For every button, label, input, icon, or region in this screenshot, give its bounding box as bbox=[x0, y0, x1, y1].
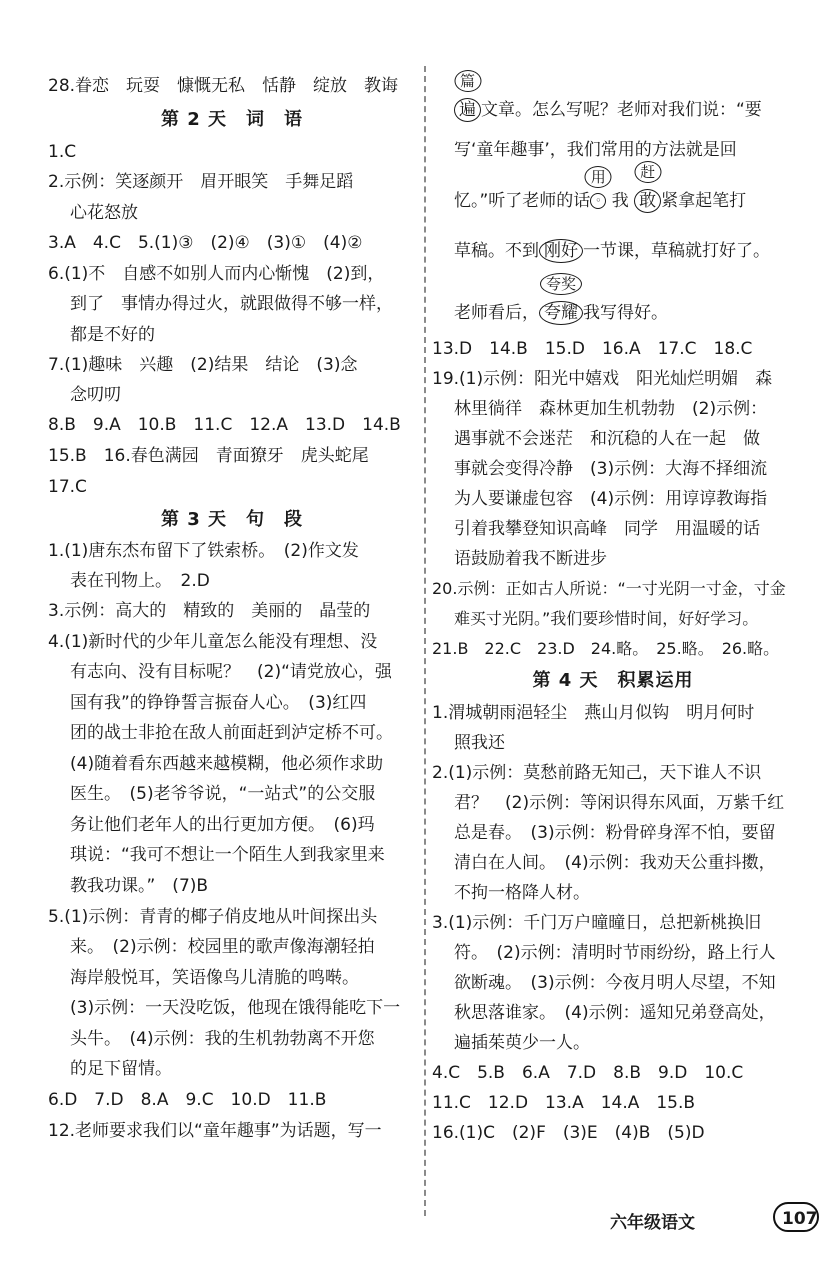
corrected-word bbox=[634, 163, 661, 213]
answer-line: 引着我攀登知识高峰 同学 用温暖的话 bbox=[454, 519, 760, 539]
page-number-badge: 107 bbox=[773, 1202, 819, 1232]
answer-line: 的足下留情。 bbox=[70, 1059, 172, 1079]
answer-line: 7.(1)趣味 兴趣 (2)结果 结论 (3)念 bbox=[48, 355, 358, 375]
answer-line: 3.示例：高大的 精致的 美丽的 晶莹的 bbox=[48, 601, 371, 621]
answer-line: 6.(1)不 自感不如别人而内心惭愧 (2)到， bbox=[48, 264, 385, 284]
answer-line: 照我还 bbox=[454, 733, 505, 753]
answer-text: 一节课，草稿就打好了。 bbox=[583, 241, 770, 261]
answer-line: 4.(1)新时代的少年儿童怎么能没有理想、没 bbox=[48, 632, 378, 652]
answer-line: 头牛。 (4)示例：我的生机勃勃离不开您 bbox=[70, 1029, 375, 1049]
answer-line: 表在刊物上。 2.D bbox=[70, 571, 210, 591]
answer-line: 琪说：“我可不想让一个陌生人到我家里来 bbox=[70, 845, 385, 865]
answer-line: 欲断魂。 (3)示例：今夜月明人尽望，不知 bbox=[454, 973, 776, 993]
section-heading-day2: 第 2 天 词 语 bbox=[160, 109, 304, 130]
answer-line: 秋思落谁家。 (4)示例：遥知兄弟登高处， bbox=[454, 1003, 776, 1023]
answer-line: 19.(1)示例：阳光中嬉戏 阳光灿烂明媚 森 bbox=[432, 369, 773, 389]
correction-note: 夸奖 bbox=[540, 273, 582, 295]
answer-text: 紧拿起笔打 bbox=[661, 191, 747, 211]
answer-line: 医生。 (5)老爷爷说，“一站式”的公交服 bbox=[70, 784, 376, 804]
insert-mark bbox=[590, 168, 606, 212]
answer-text: 老师看后， bbox=[454, 303, 539, 323]
correction-note: 用 bbox=[585, 166, 612, 188]
answer-text: 草稿。不到 bbox=[454, 241, 539, 261]
answer-line: 15.B 16.春色满园 青面獠牙 虎头蛇尾 bbox=[48, 446, 369, 466]
answer-line: 君？ (2)示例：等闲识得东风面，万紫千红 bbox=[454, 793, 785, 813]
answer-line: (4)随着看东西越来越模糊，他必须作求助 bbox=[70, 754, 384, 774]
correction-line-4 bbox=[454, 239, 770, 263]
answer-line: 都是不好的 bbox=[70, 325, 155, 345]
correction-line-3 bbox=[454, 163, 747, 213]
answer-line: 4.C 5.B 6.A 7.D 8.B 9.D 10.C bbox=[432, 1063, 744, 1083]
answer-line: 21.B 22.C 23.D 24.略。 25.略。 26.略。 bbox=[432, 639, 780, 658]
answer-text: 我 bbox=[611, 191, 629, 211]
insert-point-icon: ◦ bbox=[590, 193, 606, 209]
answer-line: 16.(1)C (2)F (3)E (4)B (5)D bbox=[432, 1123, 705, 1143]
answer-text: 忆。”听了老师的话 bbox=[454, 191, 591, 211]
answer-line: 事就会变得冷静 (3)示例：大海不择细流 bbox=[454, 459, 768, 479]
correction-note: 篇 bbox=[454, 70, 481, 92]
circled-error: 遍 bbox=[454, 98, 481, 122]
answer-line: 念叨叨 bbox=[70, 385, 121, 405]
corrected-word bbox=[539, 275, 583, 325]
answer-line: 28.眷恋 玩耍 慷慨无私 恬静 绽放 教诲 bbox=[48, 76, 399, 96]
answer-line: 来。 (2)示例：校园里的歌声像海潮轻拍 bbox=[70, 937, 375, 957]
answer-line: 清白在人间。 (4)示例：我劝天公重抖擞， bbox=[454, 853, 776, 873]
footer-title: 六年级语文 bbox=[610, 1213, 695, 1233]
correction-line-1 bbox=[454, 72, 762, 122]
answer-line: 2.示例：笑逐颜开 眉开眼笑 手舞足蹈 bbox=[48, 172, 354, 192]
answer-line: 林里徜徉 森林更加生机勃勃 (2)示例： bbox=[454, 399, 768, 419]
answer-line: 总是春。 (3)示例：粉骨碎身浑不怕，要留 bbox=[454, 823, 776, 843]
answer-line: 符。 (2)示例：清明时节雨纷纷，路上行人 bbox=[454, 943, 776, 963]
answer-line: 为人要谦虚包容 (4)示例：用谆谆教诲指 bbox=[454, 489, 768, 509]
answer-line: 遇事就不会迷茫 和沉稳的人在一起 做 bbox=[454, 429, 760, 449]
answer-line: 3.A 4.C 5.(1)③ (2)④ (3)① (4)② bbox=[48, 233, 363, 253]
circled-error: 敢 bbox=[634, 189, 661, 213]
answer-line: 11.C 12.D 13.A 14.A 15.B bbox=[432, 1093, 696, 1113]
answer-line: 团的战士非抢在敌人前面赶到泸定桥不可。 bbox=[70, 723, 393, 743]
section-heading-day3: 第 3 天 句 段 bbox=[160, 509, 304, 530]
answer-line: 1.C bbox=[48, 142, 77, 162]
answer-line: 2.(1)示例：莫愁前路无知己，天下谁人不识 bbox=[432, 763, 762, 783]
answer-line: 1.(1)唐东杰布留下了铁索桥。 (2)作文发 bbox=[48, 541, 359, 561]
answer-text: 文章。怎么写呢？老师对我们说：“要 bbox=[481, 100, 762, 120]
circled-error: 夸耀 bbox=[539, 301, 583, 325]
answer-line: 国有我”的铮铮誓言振奋人心。 (3)红四 bbox=[70, 693, 367, 713]
answer-line: (3)示例：一天没吃饭，他现在饿得能吃下一 bbox=[70, 998, 401, 1018]
answer-line: 务让他们老年人的出行更加方便。 (6)玛 bbox=[70, 815, 375, 835]
answer-line: 3.(1)示例：千门万户曈曈日，总把新桃换旧 bbox=[432, 913, 762, 933]
answer-line: 有志向、没有目标呢？ (2)“请党放心，强 bbox=[70, 662, 392, 682]
answer-line: 12.老师要求我们以“童年趣事”为话题，写一 bbox=[48, 1121, 382, 1141]
correction-line-5 bbox=[454, 275, 668, 325]
answer-line: 17.C bbox=[48, 477, 87, 497]
correction-note: 赶 bbox=[634, 161, 661, 183]
answer-line: 1.渭城朝雨浥轻尘 燕山月似钩 明月何时 bbox=[432, 703, 755, 723]
corrected-word bbox=[454, 72, 481, 122]
answer-line: 海岸般悦耳，笑语像鸟儿清脆的鸣啭。 bbox=[70, 968, 359, 988]
answer-line: 遍插茱萸少一人。 bbox=[454, 1033, 590, 1053]
circled-error: 刚好 bbox=[539, 239, 583, 263]
answer-line: 到了 事情办得过火，就跟做得不够一样， bbox=[70, 294, 393, 314]
answer-line: 写‘童年趣事’，我们常用的方法就是回 bbox=[454, 140, 737, 160]
answer-line: 心花怒放 bbox=[70, 203, 138, 223]
answer-line: 20.示例：正如古人所说：“一寸光阴一寸金，寸金 bbox=[432, 579, 786, 598]
answer-line: 5.(1)示例：青青的椰子俏皮地从叶间探出头 bbox=[48, 907, 378, 927]
answer-line: 6.D 7.D 8.A 9.C 10.D 11.B bbox=[48, 1090, 327, 1110]
section-heading-day4: 第 4 天 积累运用 bbox=[532, 670, 694, 691]
answer-line: 不拘一格降人材。 bbox=[454, 883, 590, 903]
answer-text: 我写得好。 bbox=[583, 303, 668, 323]
column-divider bbox=[424, 66, 426, 1216]
answer-line: 难买寸光阴。”我们要珍惜时间，好好学习。 bbox=[454, 609, 759, 628]
answer-line: 教我功课。” (7)B bbox=[70, 876, 209, 896]
answer-line: 8.B 9.A 10.B 11.C 12.A 13.D 14.B bbox=[48, 415, 401, 435]
answer-line: 13.D 14.B 15.D 16.A 17.C 18.C bbox=[432, 339, 753, 359]
answer-line: 语鼓励着我不断进步 bbox=[454, 549, 607, 569]
